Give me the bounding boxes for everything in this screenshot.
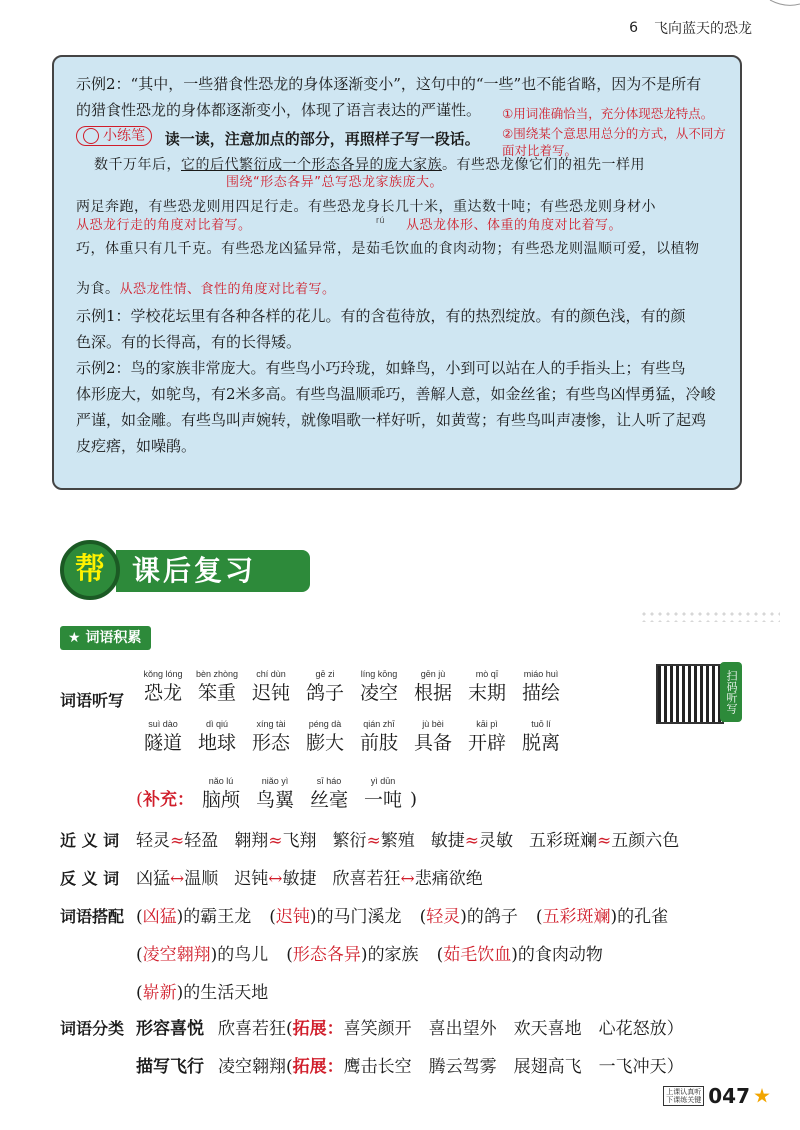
collocation-noun: 的食肉动物 [517, 945, 603, 965]
word-pinyin: yì dūn [370, 776, 396, 786]
supplement-label: 补充： [143, 790, 195, 810]
relation-mark: ≈ [268, 831, 283, 851]
dictation-word [514, 668, 568, 705]
label-synonym: 近 义 词 [60, 831, 120, 850]
essay-line4: 为食。从恐龙性情、食性的角度对比着写。 [76, 281, 336, 297]
word-pinyin: niǎo yì [261, 776, 289, 786]
synonym-row [136, 826, 695, 851]
word-hanzi: 笨重 [197, 682, 236, 704]
label-antonym: 反 义 词 [60, 869, 120, 888]
word-a: 敏捷 [430, 831, 465, 851]
ex2-line1: 示例2：“其中，一些猎食性恐龙的身体逐渐变小”，这句中的“一些”也不能省略，因为不是所有 [76, 75, 702, 93]
paren-close: ) [309, 907, 317, 927]
word-pinyin: nǎo lú [208, 776, 234, 786]
word-pair [234, 869, 316, 889]
page-header [629, 18, 752, 38]
star-icon [754, 1088, 770, 1104]
dictation-word [460, 668, 514, 705]
collocation-word: 茹毛饮血 [443, 945, 512, 965]
essay-line1: 数千万年后，它的后代繁衍成一个形态各异的庞大家族。有些恐龙像它们的祖先一样用 [94, 157, 645, 173]
word-hanzi: 开辟 [467, 732, 506, 754]
supplement-words [194, 775, 410, 812]
dictation-row-2 [136, 718, 568, 755]
label-classification: 词语分类 [60, 1019, 125, 1038]
extension-label: 拓展： [292, 1057, 344, 1077]
collocation-noun: 的马门溪龙 [316, 907, 402, 927]
paren-close: ) [176, 983, 184, 1003]
collocation-noun: 的鸽子 [466, 907, 518, 927]
word-pinyin: jù bèi [422, 719, 444, 729]
page-corner-decoration [760, 0, 800, 30]
dictation-word [244, 718, 298, 755]
word-pinyin: péng dà [308, 719, 342, 729]
collocation-word: 形态各异 [292, 945, 361, 965]
word-pair [333, 869, 483, 889]
collocation-item [269, 907, 401, 927]
collocation-noun: 的霸王龙 [183, 907, 252, 927]
word-hanzi: 凌空 [359, 682, 398, 704]
classification-category: 描写飞行 [136, 1057, 204, 1077]
paren-close: ) [610, 907, 618, 927]
word-pinyin: miáo huì [523, 669, 559, 679]
word-b: 灵敏 [479, 831, 513, 851]
dictation-word [136, 718, 190, 755]
word-hanzi: 鸟翼 [256, 789, 295, 811]
dictation-word [352, 718, 406, 755]
example-box [52, 55, 742, 490]
word-hanzi: 隧道 [143, 732, 182, 754]
page-slogan: 上课认真听 下课练关键 [663, 1086, 704, 1106]
word-pinyin: suì dào [148, 719, 178, 729]
word-hanzi: 恐龙 [143, 682, 182, 704]
word-pair [529, 831, 679, 851]
word-pair [333, 831, 415, 851]
essay-note2: 从恐龙行走的角度对比着写。 rú 从恐龙体形、体重的角度对比着写。 [76, 215, 623, 233]
word-pinyin: bèn zhòng [195, 669, 239, 679]
paren-open: ( [286, 1057, 293, 1077]
relation-mark: ≈ [464, 831, 479, 851]
collocation-word: 凌空翱翔 [142, 945, 211, 965]
word-pinyin: dì qiú [205, 719, 229, 729]
word-pair [136, 869, 218, 889]
essay-line2: 两足奔跑，有些恐龙则用四足行走。有些恐龙身长几十米，重达数十吨；有些恐龙则身材小 [76, 199, 656, 215]
word-b: 繁殖 [380, 831, 415, 851]
paren-open: ( [286, 1019, 293, 1039]
dictation-word [136, 668, 190, 705]
classification-row-2 [136, 1052, 684, 1077]
paren-open: ( [419, 907, 427, 927]
word-hanzi: 根据 [413, 682, 452, 704]
collocation-item [286, 945, 418, 965]
collocation-noun: 的孔雀 [617, 907, 669, 927]
word-hanzi: 脱离 [521, 732, 560, 754]
dictation-word [302, 775, 356, 812]
paren-open: ( [136, 907, 143, 927]
extension-words: 鹰击长空 腾云驾雾 展翅高飞 一飞冲天） [343, 1057, 684, 1077]
collocation-item [536, 907, 668, 927]
word-pair [136, 831, 218, 851]
pen-icon [83, 128, 99, 144]
word-b: 五颜六色 [611, 831, 680, 851]
practice-tag: 小练笔 [76, 126, 152, 146]
lesson-number: 6 [629, 20, 638, 36]
word-hanzi: 膨大 [305, 732, 344, 754]
word-a: 迟钝 [234, 869, 269, 889]
word-b: 轻盈 [184, 831, 219, 851]
word-pinyin: chí dùn [256, 669, 286, 679]
section-tag: ★ 词语积累 [60, 626, 151, 650]
word-hanzi: 前肢 [359, 732, 398, 754]
paren-close: ) [460, 907, 467, 927]
relation-mark: ↔ [400, 869, 415, 889]
collocation-word: 轻灵 [426, 907, 461, 927]
word-pair [431, 831, 513, 851]
collocation-noun: 的生活天地 [183, 983, 269, 1003]
word-a: 欣喜若狂 [332, 869, 401, 889]
word-hanzi: 具备 [413, 732, 452, 754]
word-hanzi: 形态 [251, 732, 290, 754]
word-b: 悲痛欲绝 [414, 869, 483, 889]
dictation-word [406, 668, 460, 705]
dictation-word [298, 668, 352, 705]
word-hanzi: 描绘 [521, 682, 560, 704]
qr-label: 扫码听写 [720, 662, 742, 722]
classification-category: 形容喜悦 [136, 1019, 204, 1039]
antonym-row [136, 864, 499, 889]
sample1-line2: 色深。有的长得高，有的长得矮。 [76, 333, 302, 351]
sample2-line4: 皮疙瘩，如噪鹃。 [76, 437, 197, 455]
sample2-line3: 严谨，如金雕。有些鸟叫声婉转，就像唱歌一样好听，如黄莺；有些鸟叫声凄惨，让人听了起鸡 [76, 411, 707, 429]
annotation-2a: ②围绕某个意思用总分的方式，从不同方 [502, 126, 726, 141]
banner-title: 课后复习 [116, 550, 310, 592]
ex2-line2: 的猎食性恐龙的身体都逐渐变小，体现了语言表达的严谨性。 [76, 101, 482, 119]
annotation-2b: 面对比着写。 [502, 143, 578, 158]
paren-open: ( [269, 907, 276, 927]
collocation-noun: 的鸟儿 [217, 945, 269, 965]
collocation-item [136, 983, 268, 1003]
sample2-line2: 体形庞大，如鸵鸟，有2米多高。有些鸟温顺乖巧，善解人意，如金丝雀；有些鸟凶悍勇猛，冷峻 [76, 385, 716, 403]
sample2-line1: 示例2：鸟的家族非常庞大。有些鸟小巧玲珑，如蜂鸟，小到可以站在人的手指头上；有些鸟 [76, 359, 686, 377]
dot-decoration [640, 610, 780, 622]
dictation-word [194, 775, 248, 812]
relation-mark: ↔ [268, 869, 283, 889]
word-pair [234, 831, 316, 851]
banner-badge: 帮 [60, 540, 120, 600]
paren-close: ) [210, 945, 218, 965]
word-a: 翱翔 [234, 831, 269, 851]
relation-mark: ≈ [366, 831, 381, 851]
word-pinyin: qián zhī [363, 719, 395, 729]
paren-close: ) [511, 945, 518, 965]
supplement-row: ( 补充： nǎo lú 脑颅 niǎo yì 鸟翼 sī háo 丝毫 yì dūn 一吨 ) [136, 776, 418, 811]
word-pinyin: kāi pì [476, 719, 498, 729]
collocation-item [420, 907, 518, 927]
paren-open: ( [286, 945, 293, 965]
annotation-1: ①用词准确恰当，充分体现恐龙特点。 [502, 106, 714, 121]
collocation-item [136, 907, 251, 927]
essay [76, 154, 726, 303]
essay-note1: 围绕“形态各异”总写恐龙家族庞大。 [226, 175, 443, 190]
word-pinyin: xíng tài [256, 719, 286, 729]
relation-mark: ≈ [597, 831, 612, 851]
word-b: 温顺 [184, 869, 219, 889]
collocation-item [437, 945, 603, 965]
classification-word: 欣喜若狂 [218, 1019, 286, 1039]
word-pinyin: gē zi [315, 669, 335, 679]
word-pinyin: líng kōng [360, 669, 398, 679]
paren-open: ( [136, 983, 143, 1003]
dictation-word [190, 668, 244, 705]
sample1-line1: 示例1：学校花坛里有各种各样的花儿。有的含苞待放，有的热烈绽放。有的颜色浅，有的颜 [76, 307, 686, 325]
word-a: 五彩斑斓 [529, 831, 597, 851]
word-b: 敏捷 [282, 869, 317, 889]
word-b: 飞翔 [282, 831, 317, 851]
lesson-title: 飞向蓝天的恐龙 [654, 21, 752, 37]
word-hanzi: 鸽子 [305, 682, 344, 704]
collocation-row-3 [136, 978, 286, 1003]
dictation-word [190, 718, 244, 755]
paren-open: ( [136, 945, 143, 965]
label-collocation: 词语搭配 [60, 907, 125, 926]
essay-line3: 巧，体重只有几千克。有些恐龙凶猛异常，是茹毛饮血的食肉动物；有些恐龙则温顺可爱，以植物 [76, 241, 700, 257]
word-pinyin: gēn jù [420, 669, 446, 679]
word-hanzi: 末期 [467, 682, 506, 704]
dictation-word [406, 718, 460, 755]
collocation-word: 凶猛 [142, 907, 177, 927]
word-hanzi: 脑颅 [202, 789, 241, 811]
extension-label: 拓展： [292, 1019, 344, 1039]
relation-mark: ↔ [170, 869, 185, 889]
dictation-word [298, 718, 352, 755]
collocation-row-2 [136, 940, 621, 965]
paren-close: ) [176, 907, 184, 927]
extension-words: 喜笑颜开 喜出望外 欢天喜地 心花怒放） [343, 1019, 684, 1039]
classification-word: 凌空翱翔 [218, 1057, 286, 1077]
dictation-word [460, 718, 514, 755]
collocation-word: 崭新 [142, 983, 177, 1003]
word-hanzi: 迟钝 [251, 682, 290, 704]
classification-row-1 [136, 1014, 684, 1039]
word-a: 繁衍 [332, 831, 367, 851]
collocation-word: 迟钝 [275, 907, 310, 927]
collocation-row-1 [136, 902, 686, 927]
dictation-word [514, 718, 568, 755]
word-hanzi: 地球 [197, 732, 236, 754]
word-a: 轻灵 [136, 831, 170, 851]
review-banner [60, 540, 310, 602]
qr-code[interactable] [656, 664, 724, 724]
collocation-item [136, 945, 268, 965]
word-pinyin: kǒng lóng [143, 669, 183, 679]
dictation-word [244, 668, 298, 705]
practice-instruction: 读一读，注意加点的部分，再照样子写一段话。 [164, 130, 480, 148]
word-hanzi: 一吨 [364, 789, 403, 811]
label-dictation: 词语听写 [60, 691, 125, 710]
page-number-value: 047 [708, 1084, 750, 1108]
dictation-word [352, 668, 406, 705]
dictation-word [356, 775, 410, 812]
paren-open: ( [535, 907, 543, 927]
paren-close: ) [360, 945, 368, 965]
relation-mark: ≈ [170, 831, 185, 851]
collocation-noun: 的家族 [367, 945, 419, 965]
dictation-word [248, 775, 302, 812]
page-number [663, 1084, 770, 1108]
word-pinyin: mò qī [475, 669, 499, 679]
dictation-row-1 [136, 668, 568, 705]
word-hanzi: 丝毫 [310, 789, 349, 811]
word-a: 凶猛 [136, 869, 170, 889]
word-pinyin: sī háo [316, 776, 342, 786]
word-pinyin: tuō lí [531, 719, 551, 729]
collocation-word: 五彩斑斓 [542, 907, 611, 927]
paren-open: ( [436, 945, 444, 965]
